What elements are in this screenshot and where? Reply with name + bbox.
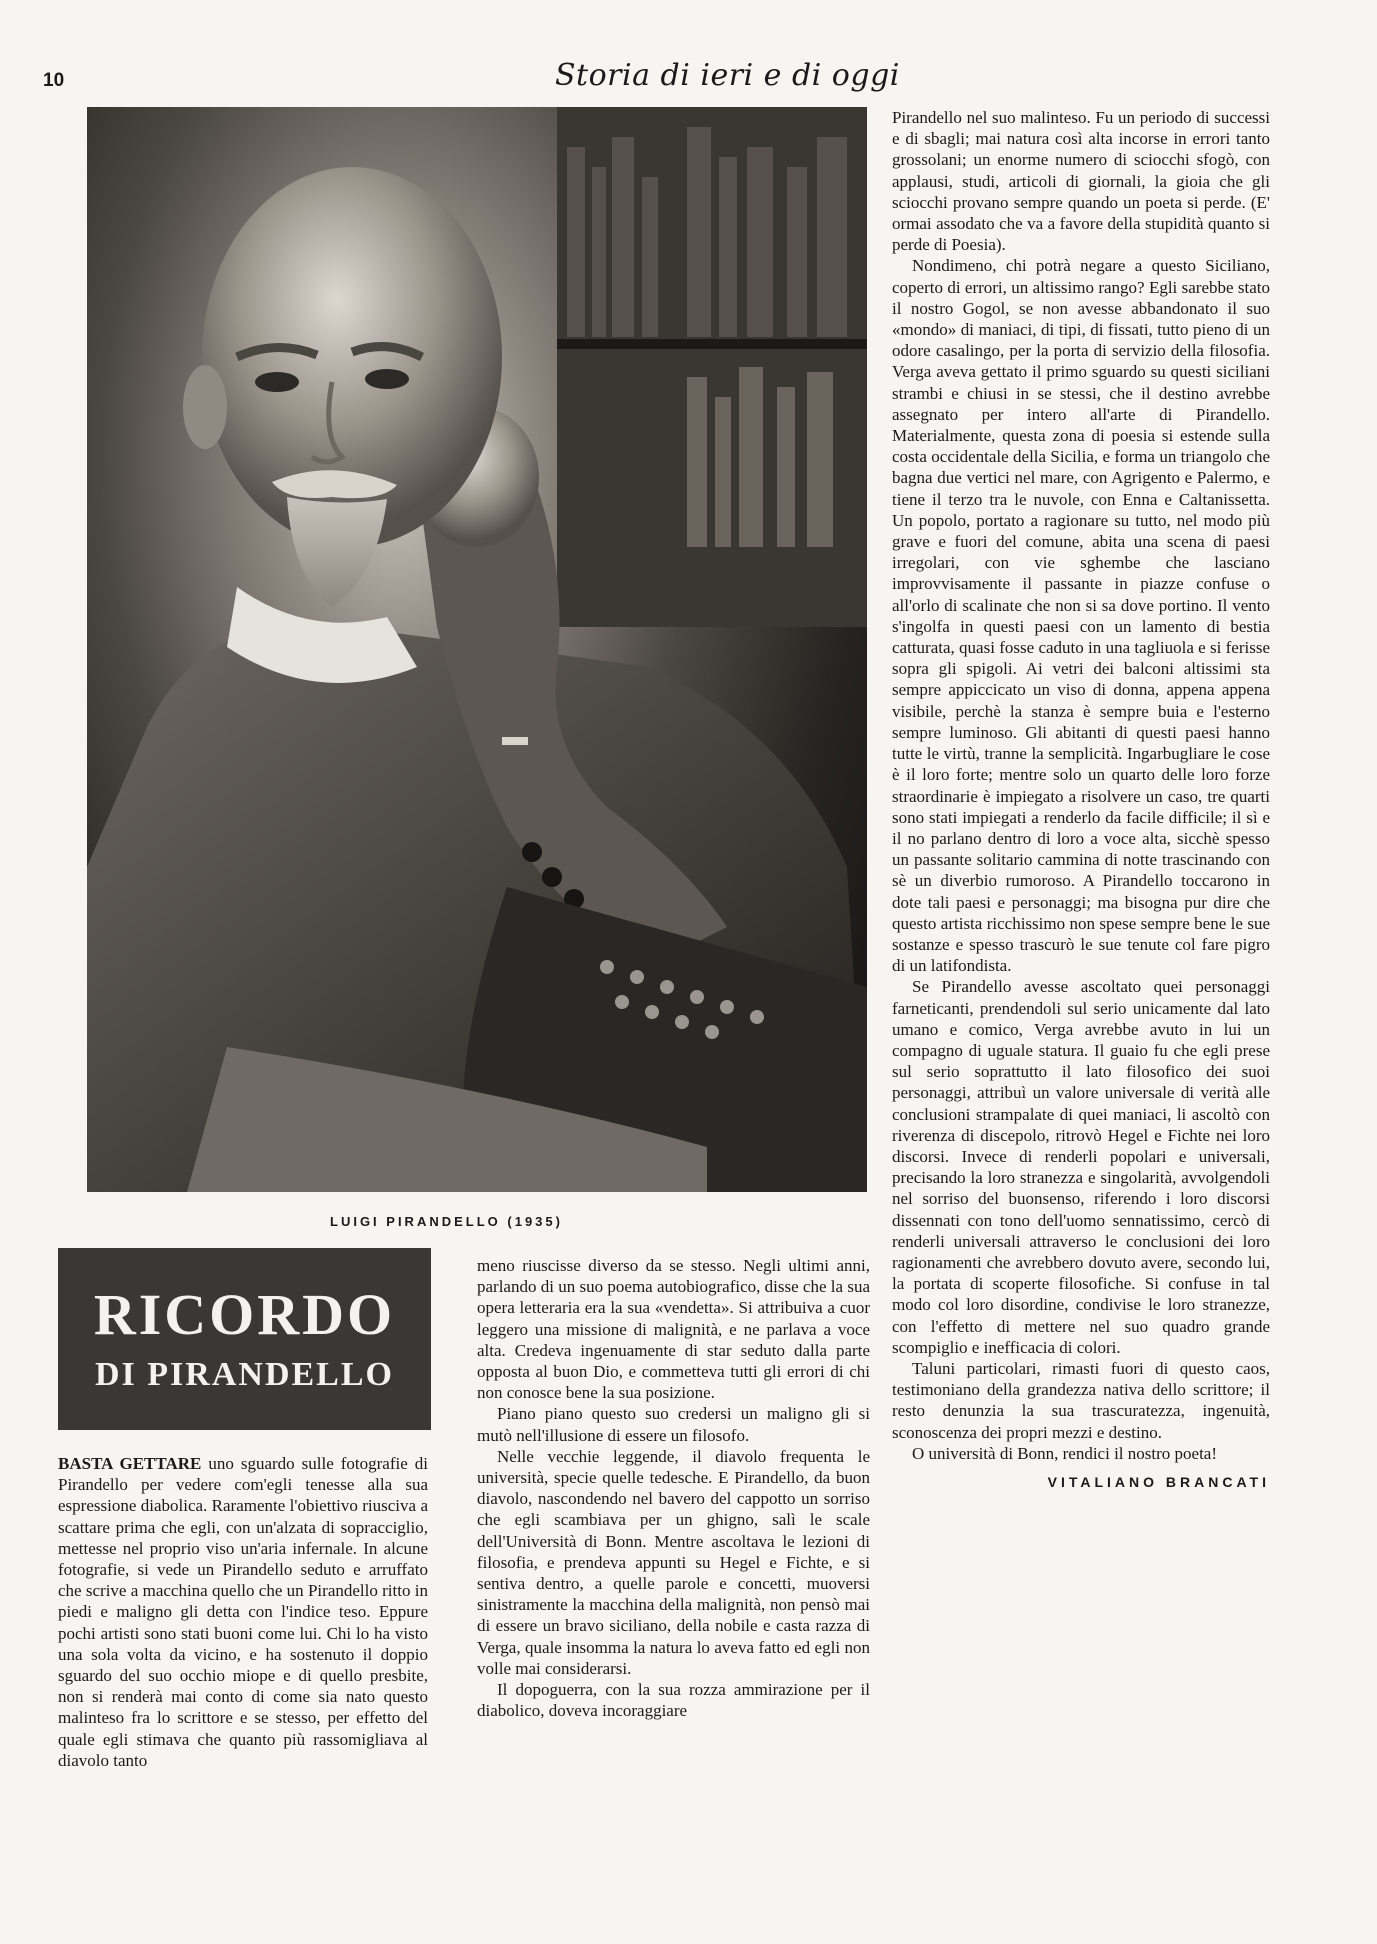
paragraph-text: uno sguardo sulle fotografie di Pirandello per vedere com'egli tenesse alla sua espressione diabolica. Raramente l'obiettivo riusciva a scattare prima che egli, con un'alzata di sopracciglio, mettesse nel proprio viso un'aria infernale. In alcune fotografie, si vede un Pirandello seduto e arruffato che scrive a macchina quello che un Pirandello ritto in piedi e maligno gli detta con l'indice teso. Eppure pochi artisti sono stati buoni come lui. Chi lo ha visto una sola volta da vicino, e ha sostenuto il doppio sguardo del suo occhio miope e di quello presbite, non si renderà mai conto di come sia nato questo malinteso fra lo scrittore e se stesso, per effetto del quale egli stimava che quanto più rassomigliava al diavolo tanto bbox=[58, 1454, 428, 1770]
paragraph bbox=[58, 1453, 428, 1771]
article-subtitle: DI PIRANDELLO bbox=[95, 1356, 394, 1393]
paragraph: Nondimeno, chi potrà negare a questo Siciliano, coperto di errori, un altissimo rango? Egli sarebbe stato il nostro Gogol, se non avesse abbandonato il suo «mondo» di maniaci, di tipi, di fissati, tutto pieno di un odore casalingo, per la porta di servizio della filosofia. Verga aveva gettato il primo sguardo su questi siciliani strambi e chiusi in se stessi, che il destino avrebbe assegnato per intero all'arte di Pirandello. Materialmente, questa zona di poesia si estende sulla costa occidentale della Sicilia, e forma un triangolo che bagna due vertici nel mare, con Agrigento e Palermo, e tiene il terzo tra le nuvole, con Enna e Caltanissetta. Un popolo, portato a ragionare su tutto, nel modo più grave e fuori del comune, abita una scena di paesi irregolari, con vie sghembe che lasciano improvvisamente il passante in piazze confuse o all'orlo di scalinate che non si sa dove portino. Il vento s'ingolfa in questi paesi con un lamento di bestia catturata, quasi fosse caduto in una tagliuola e si ferisse sopra gli spigoli. Ai vetri dei balconi altissimi sta sempre appiccicato un viso di donna, appena appena visibile, perchè la stanza è sempre buia e l'esterno sempre luminoso. Gli abitanti di questi paesi hanno tutte le virtù, tranne la semplicità. Ingarbugliare le cose è il loro forte; mentre solo un quarto delle loro forze straordinarie è impiegato a risolvere un caso, tre quarti sono stati impiegati a renderlo da facile difficile; il sì e il no parlano dentro di loro a voce alta, sicchè spesso un passante solitario cammina di notte trascinando con sè un diverbio rumoroso. A Pirandello toccarono in dote tali paesi e personaggi; ma bisogna pur dire che questo artista ricchissimo non spese sempre bene le sue sostanze e spesso trascurò le sue tenute col fare pigro di un latifondista. bbox=[892, 256, 1270, 976]
author-signature: VITALIANO BRANCATI bbox=[1047, 1474, 1270, 1490]
masthead: Storia di ieri e di oggi bbox=[555, 58, 900, 93]
paragraph: O università di Bonn, rendici il nostro poeta! bbox=[912, 1443, 1217, 1463]
article-title: RICORDO bbox=[93, 1282, 396, 1347]
title-block bbox=[58, 1248, 431, 1430]
portrait-photo bbox=[87, 107, 867, 1192]
photo-caption: LUIGI PIRANDELLO (1935) bbox=[330, 1214, 563, 1229]
paragraph: Pirandello nel suo malinteso. Fu un periodo di successi e di sbagli; mai natura così alta incorse in errori tanto grossolani; un enorme numero di sciocchi sfogò, con applausi, studi, articoli di giornali, la gioia che gli sciocchi provano sempre quando un poeta si perde. (E' ormai assodato che va a favore della stupidità quanto si perde di Poesia). bbox=[892, 108, 1270, 255]
column-middle bbox=[477, 1255, 870, 1721]
paragraph: Se Pirandello avesse ascoltato quei personaggi farneticanti, prendendoli sul serio unicamente dal lato umano e comico, Verga avrebbe avuto in lui un compagno di uguale statura. Il guaio fu che egli prese sul serio soprattutto il lato filosofico dei suoi personaggi, attribuì un valore universale di verità alle conclusioni strampalate di quei maniaci, li ascoltò con riverenza di discepolo, ritrovò Hegel e Fichte nei loro discorsi. Invece di renderli popolari e universali, precisando la loro stranezza e singolarità, avvolgendoli nel sorriso del buonsenso, riferendo i loro discorsi dissennati con tono dell'uomo sennatissimo, cercò di renderli universali attraverso le conclusioni dei loro ragionamenti che avrebbero dovuto avere, secondo lui, la portata di scoperte filosofiche. Si confuse in tal modo col loro disordine, condivise le loro stranezze, con l'effetto di mettere nel suo quadro grande scompiglio e inefficacia di colori. bbox=[892, 977, 1270, 1357]
paragraph: meno riuscisse diverso da se stesso. Negli ultimi anni, parlando di un suo poema autobiografico, disse che la sua opera letteraria era la sua «vendetta». Si attribuiva a cuor leggero una missione di malignità, e ne parlava a voce alta. Credeva ingenuamente di star seduto dalla parte opposta al buon Dio, e commetteva tutti gli errori di chi non conosce bene la sua posizione. bbox=[477, 1256, 870, 1403]
lead-in: BASTA GETTARE bbox=[58, 1454, 202, 1473]
column-right bbox=[892, 107, 1270, 1493]
paragraph: Taluni particolari, rimasti fuori di questo caos, testimoniano della grandezza nativa dello scrittore; il resto denunzia la sua trascuratezza, ingenuità, sconoscenza dei propri mezzi e destino. bbox=[892, 1358, 1270, 1442]
paragraph: Il dopoguerra, con la sua rozza ammirazione per il diabolico, doveva incoraggiare bbox=[477, 1680, 870, 1721]
page-number: 10 bbox=[43, 70, 65, 91]
column-left bbox=[58, 1453, 428, 1771]
paragraph: Nelle vecchie leggende, il diavolo frequenta le università, specie quelle tedesche. E Pirandello, da buon diavolo, nascondendo nel bavero del cappotto un sorriso che egli scambiava per un ghigno, salì le scale dell'Università di Bonn. Mentre ascoltava le lezioni di filosofia, e prendeva appunti su Hegel e Fichte, e si sentiva dentro, a quelle parole e concetti, muoversi sinistramente la macchina della malignità, non pensò mai di essere un bravo siciliano, della nobile e casta razza di Verga, quale insomma la natura lo aveva fatto ed egli non volle mai considerarsi. bbox=[477, 1446, 870, 1678]
paragraph: Piano piano questo suo credersi un maligno gli si mutò nell'illusione di essere un filosofo. bbox=[477, 1404, 870, 1445]
